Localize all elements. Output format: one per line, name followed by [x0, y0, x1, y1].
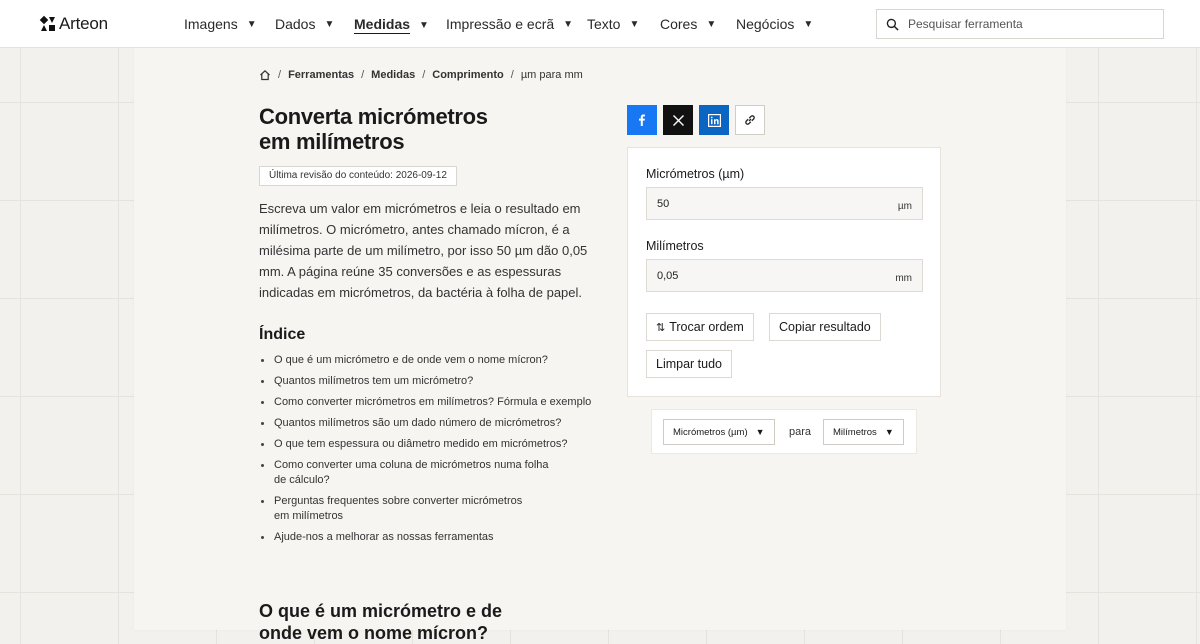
millimeters-unit: mm — [895, 273, 912, 284]
caret-down-icon: ▼ — [803, 18, 814, 30]
clear-all-label: Limpar tudo — [656, 357, 723, 371]
nav-item-label: Medidas — [354, 16, 411, 32]
unit-connector-text: para — [789, 426, 812, 438]
brand-logo[interactable] — [40, 14, 108, 34]
unit-selector-bar — [651, 409, 917, 454]
micrometers-value: 50 — [657, 197, 670, 210]
from-unit-select[interactable] — [663, 419, 775, 445]
facebook-icon — [635, 113, 649, 127]
brand-logo-icon — [40, 16, 56, 32]
caret-down-icon: ▼ — [246, 18, 257, 30]
breadcrumb-separator: / — [278, 69, 282, 81]
dropdown-arrow-icon: ▼ — [884, 427, 894, 437]
copy-result-label: Copiar resultado — [779, 320, 871, 334]
nav-item-label: Texto — [587, 16, 621, 32]
toc-item-label: O que tem espessura ou diâmetro medido em micrómetros? — [274, 438, 568, 450]
revision-badge: Última revisão do conteúdo: 2026-09-12 — [259, 166, 457, 186]
linkedin-icon — [708, 114, 721, 127]
converter-card — [627, 147, 941, 397]
page-title-line-1: Converta micrómetros — [259, 104, 488, 129]
toc-item-label: O que é um micrómetro e de onde vem o nome mícron? — [274, 354, 548, 366]
clear-all-button[interactable] — [646, 350, 732, 378]
nav-item-medidas[interactable] — [354, 16, 429, 34]
millimeters-input[interactable] — [646, 259, 923, 292]
home-icon[interactable] — [259, 69, 271, 81]
link-icon — [743, 113, 757, 127]
caret-down-icon: ▼ — [419, 19, 429, 31]
caret-down-icon: ▼ — [563, 18, 574, 30]
toc-item[interactable] — [259, 353, 604, 368]
copy-result-button[interactable] — [769, 313, 881, 341]
breadcrumb-ferramentas[interactable]: Ferramentas — [288, 69, 355, 81]
breadcrumb-separator: / — [361, 69, 365, 81]
dropdown-arrow-icon: ▼ — [755, 427, 765, 437]
to-unit-select-value: Milímetros — [833, 426, 877, 438]
nav-item-label: Dados — [275, 16, 316, 32]
search-box[interactable] — [876, 9, 1164, 39]
nav-item-texto[interactable] — [587, 16, 639, 32]
nav-item-impressao-e-ecra[interactable] — [446, 16, 573, 32]
toc-item-label: Como converter micrómetros em milímetros? Fórmula e exemplo — [274, 396, 592, 408]
nav-item-label: Negócios — [736, 16, 795, 32]
from-field-label: Micrómetros (µm) — [646, 167, 745, 181]
swap-order-button[interactable] — [646, 313, 754, 341]
toc-item-label: Quantos milímetros são um dado número de micrómetros? — [274, 417, 562, 429]
to-field-label: Milímetros — [646, 239, 704, 253]
page-title-line-2: em milímetros — [259, 129, 405, 154]
toc-item[interactable] — [259, 395, 604, 410]
section-title-line-2: onde vem o nome mícron? — [259, 623, 489, 643]
nav-item-label: Impressão e ecrã — [446, 16, 555, 32]
swap-icon: ⇅ — [656, 321, 664, 334]
search-input[interactable] — [908, 17, 1148, 31]
nav-item-imagens[interactable] — [184, 16, 257, 32]
share-linkedin-button[interactable] — [699, 105, 729, 135]
toc-item-label: Perguntas frequentes sobre converter micrómetros em milímetros — [274, 495, 523, 522]
search-icon — [886, 18, 899, 31]
swap-order-label: Trocar ordem — [669, 320, 744, 334]
caret-down-icon: ▼ — [706, 18, 717, 30]
to-unit-select[interactable] — [823, 419, 904, 445]
toc-item[interactable] — [259, 494, 534, 524]
micrometers-input[interactable] — [646, 187, 923, 220]
section-title — [259, 600, 502, 644]
breadcrumb-current: µm para mm — [520, 69, 583, 81]
copy-link-button[interactable] — [735, 105, 765, 135]
share-facebook-button[interactable] — [627, 105, 657, 135]
content-panel — [134, 48, 1066, 643]
toc-item[interactable] — [259, 374, 604, 389]
section-title-line-1: O que é um micrómetro e de — [259, 601, 503, 621]
nav-item-negocios[interactable] — [736, 16, 813, 32]
nav-item-dados[interactable] — [275, 16, 334, 32]
brand-name: Arteon — [59, 14, 108, 33]
toc-item-label: Como converter uma coluna de micrómetros numa folha de cálculo? — [274, 459, 549, 486]
breadcrumb-separator: / — [510, 69, 514, 81]
from-unit-select-value: Micrómetros (µm) — [673, 426, 748, 438]
intro-paragraph: Escreva um valor em micrómetros e leia o resultado em milímetros. O micrómetro, antes chamado mícron, é a milésima parte de um milímetro, por isso 50 µm dão 0,05 mm. A página reúne 35 conversões e as espessuras indicadas em micrómetros, da bactéria à folha de papel. — [259, 201, 588, 300]
toc-item-label: Ajude-nos a melhorar as nossas ferramentas — [274, 531, 494, 543]
table-of-contents — [259, 353, 604, 551]
millimeters-value: 0,05 — [657, 269, 679, 282]
toc-item[interactable] — [259, 416, 604, 431]
toc-item[interactable] — [259, 458, 559, 488]
breadcrumb-separator: / — [422, 69, 426, 81]
page-title — [259, 104, 488, 154]
toc-item[interactable] — [259, 437, 604, 452]
micrometers-unit: µm — [897, 201, 912, 212]
nav-item-cores[interactable] — [660, 16, 716, 32]
breadcrumb-comprimento[interactable]: Comprimento — [432, 69, 504, 81]
caret-down-icon: ▼ — [324, 18, 335, 30]
toc-item-label: Quantos milímetros tem um micrómetro? — [274, 375, 474, 387]
toc-item[interactable] — [259, 530, 604, 545]
x-icon — [672, 114, 685, 127]
breadcrumb-medidas[interactable]: Medidas — [371, 69, 416, 81]
top-navigation-bar — [0, 0, 1200, 48]
share-x-button[interactable] — [663, 105, 693, 135]
breadcrumb — [259, 69, 583, 81]
caret-down-icon: ▼ — [629, 18, 640, 30]
nav-item-label: Cores — [660, 16, 698, 32]
toc-title: Índice — [259, 326, 306, 343]
nav-item-label: Imagens — [184, 16, 238, 32]
